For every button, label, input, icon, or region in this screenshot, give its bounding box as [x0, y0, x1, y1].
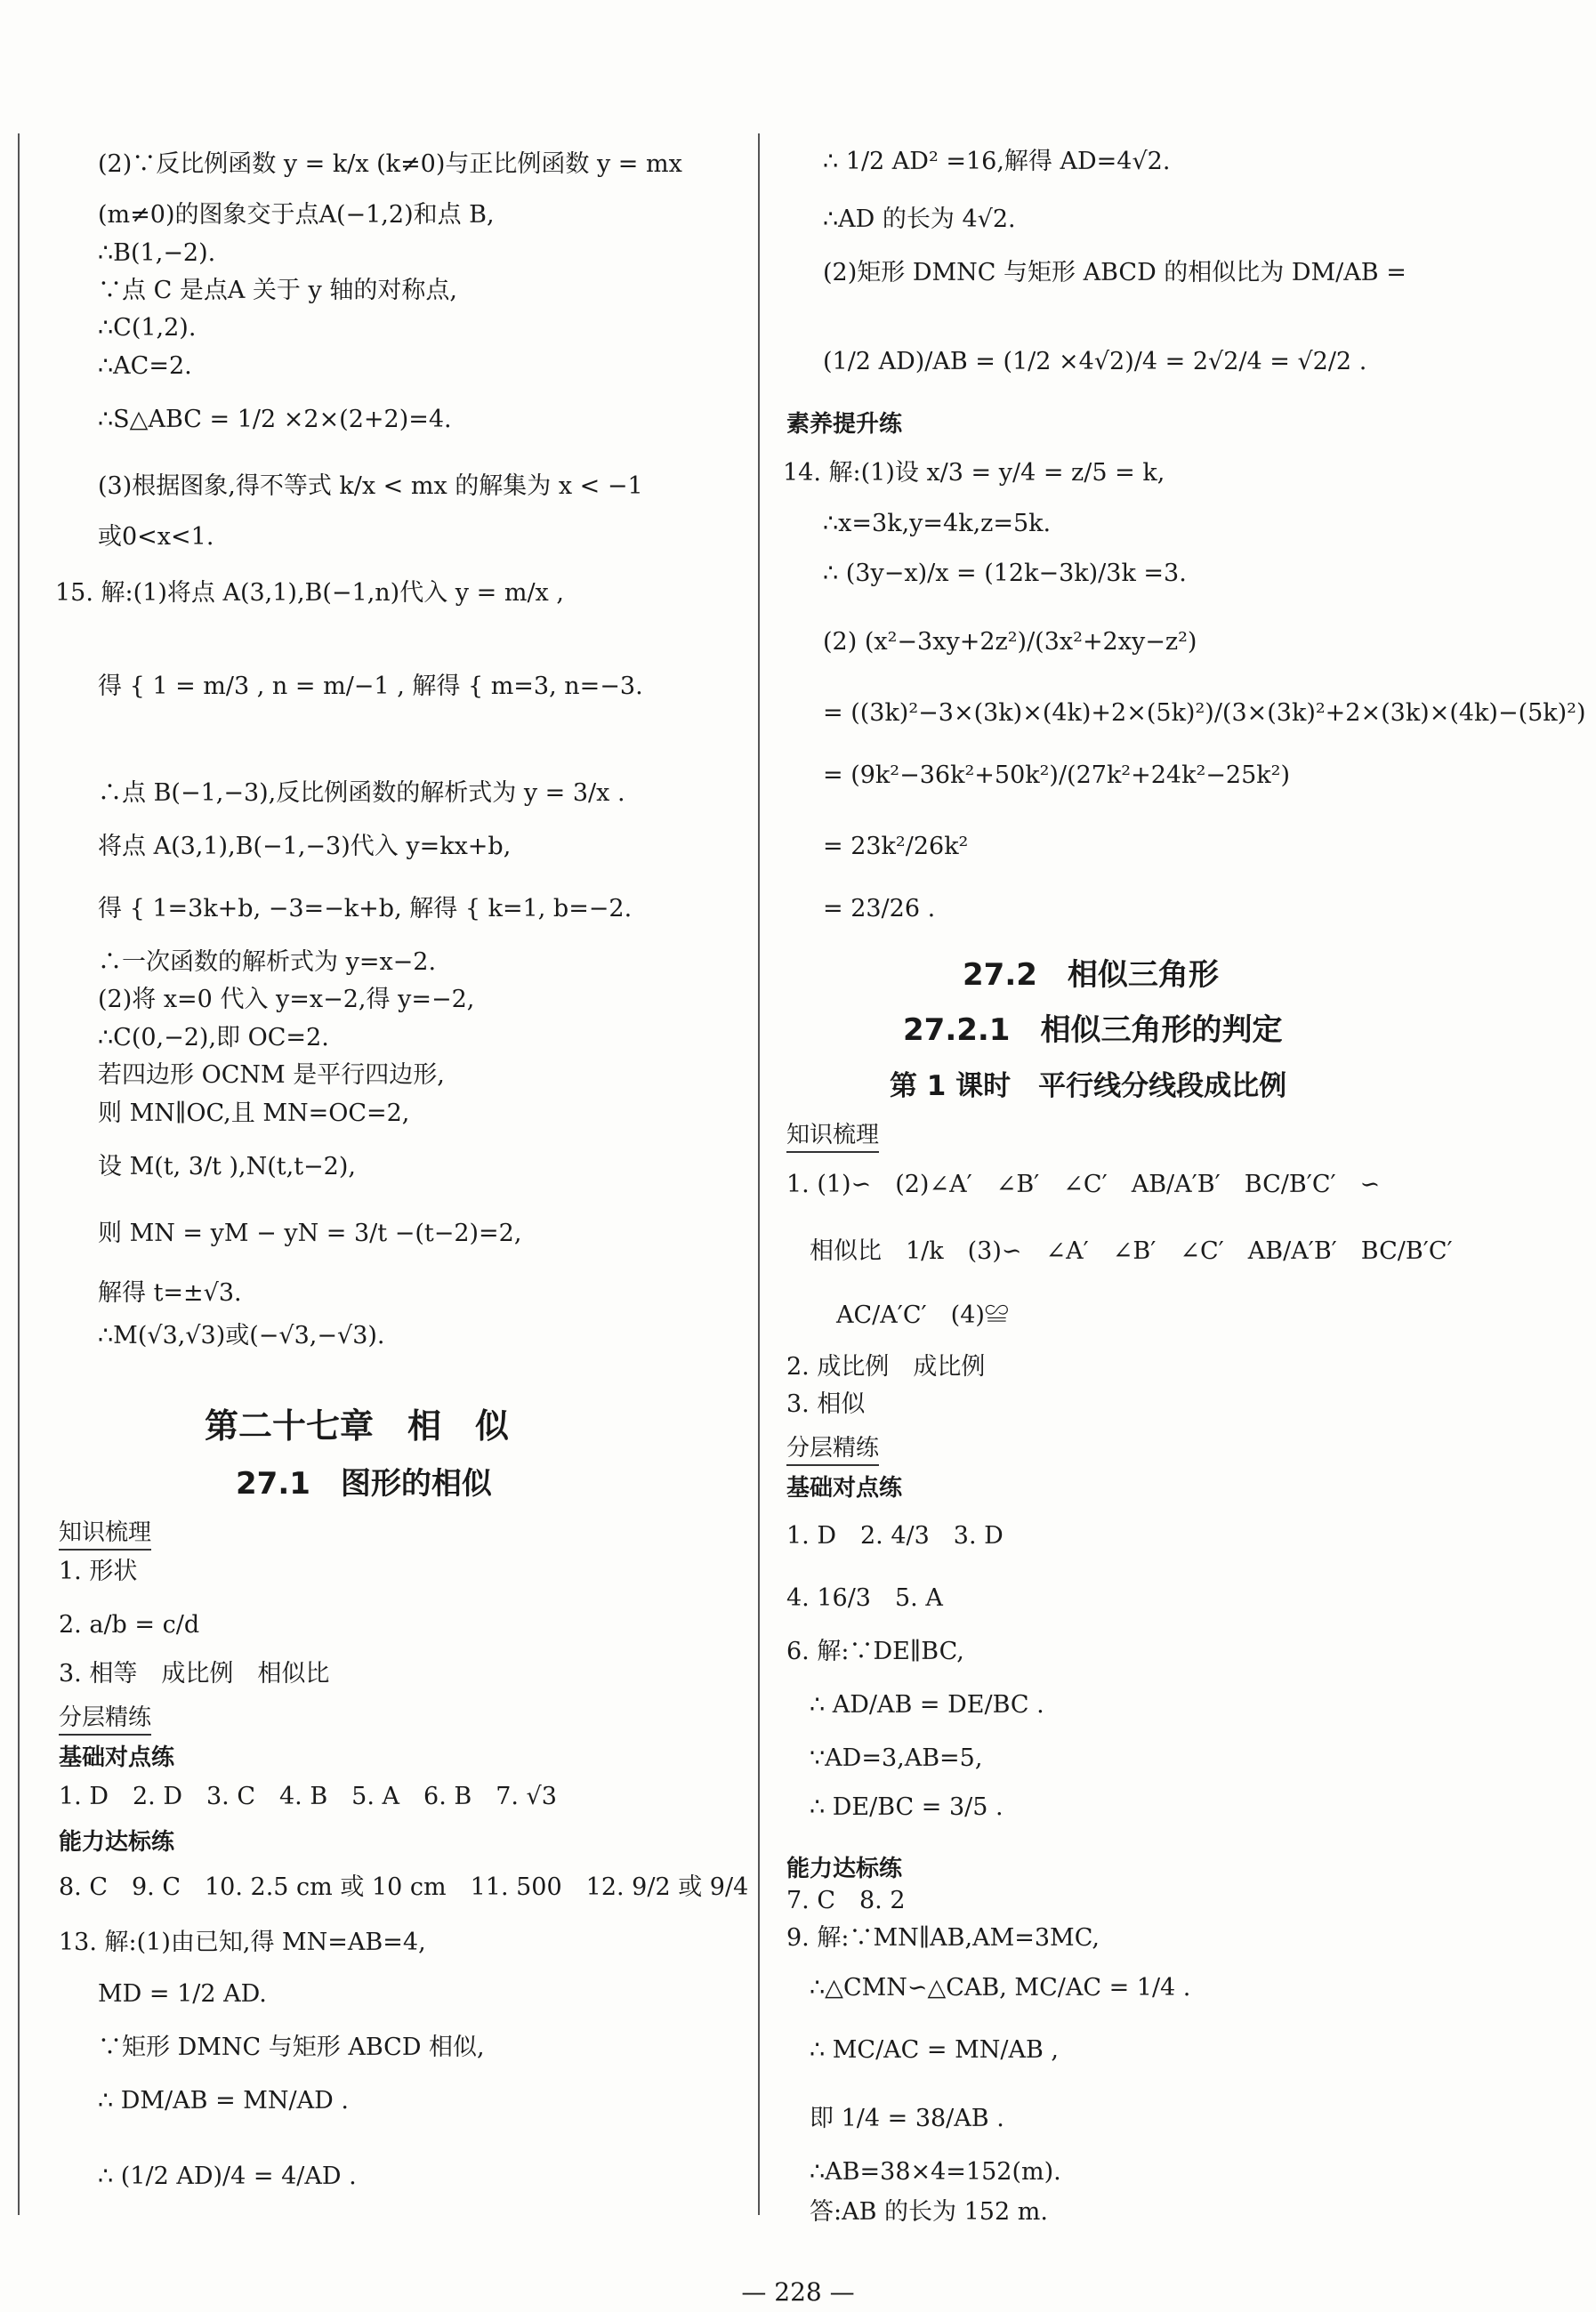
left-line: 或0<x<1.	[98, 523, 214, 551]
q13-line: MD = 1/2 AD.	[98, 1980, 267, 2008]
q14-line: ∴x=3k,y=4k,z=5k.	[823, 510, 1052, 537]
knowledge-line: 2. 成比例 成比例	[786, 1353, 986, 1381]
section-title: 27.2 相似三角形	[963, 957, 1219, 993]
practice-label: 分层精练	[59, 1699, 151, 1736]
ability-line: ∴ MC/AC = MN/AB ,	[810, 2036, 1059, 2064]
right-line: (2)矩形 DMNC 与矩形 ABCD 的相似比为 DM/AB =	[823, 259, 1407, 286]
basic-answers: 1. D 2. D 3. C 4. B 5. A 6. B 7. √3	[59, 1783, 557, 1810]
q14-line: = ((3k)²−3×(3k)×(4k)+2×(5k)²)/(3×(3k)²+2×(3k)×(4k)−(5k)²)	[823, 699, 1586, 727]
subsection-title: 27.2.1 相似三角形的判定	[903, 1012, 1283, 1048]
left-line: ∴一次函数的解析式为 y=x−2.	[98, 948, 437, 976]
ability-line: ∴AB=38×4=152(m).	[810, 2158, 1061, 2186]
section-title: 27.1 图形的相似	[236, 1466, 492, 1502]
left-line: 得 { 1 = m/3 , n = m/−1 , 解得 { m=3, n=−3.	[98, 673, 643, 700]
ability-line: 9. 解:∵MN∥AB,AM=3MC,	[786, 1924, 1100, 1952]
left-line: ∴C(1,2).	[98, 314, 197, 342]
q14-line: (2) (x²−3xy+2z²)/(3x²+2xy−z²)	[823, 628, 1197, 656]
basic-label: 基础对点练	[59, 1744, 175, 1771]
left-line: 得 { 1=3k+b, −3=−k+b, 解得 { k=1, b=−2.	[98, 895, 633, 922]
basic-line: 6. 解:∵DE∥BC,	[786, 1638, 964, 1665]
basic-line: 1. D 2. 4/3 3. D	[786, 1522, 1004, 1550]
right-line: (1/2 AD)/AB = (1/2 ×4√2)/4 = 2√2/4 = √2/2 .	[823, 348, 1367, 375]
left-line: ∴M(√3,√3)或(−√3,−√3).	[98, 1322, 385, 1349]
knowledge-line: 1. 形状	[59, 1558, 138, 1585]
knowledge-line: 3. 相似	[786, 1390, 866, 1418]
left-column	[0, 0, 749, 2215]
right-line: ∴AD 的长为 4√2.	[823, 205, 1016, 233]
q13-line: ∴ (1/2 AD)/4 = 4/AD .	[98, 2163, 357, 2190]
practice-label: 分层精练	[786, 1430, 879, 1466]
left-line: 解得 t=±√3.	[98, 1279, 242, 1307]
left-line: (2)∵反比例函数 y = k/x (k≠0)与正比例函数 y = mx	[98, 150, 682, 178]
left-line: ∵点 C 是点A 关于 y 轴的对称点,	[98, 277, 457, 304]
left-line: 15. 解:(1)将点 A(3,1),B(−1,n)代入 y = m/x ,	[55, 579, 564, 607]
q14-line: = (9k²−36k²+50k²)/(27k²+24k²−25k²)	[823, 761, 1290, 789]
q13-line: 13. 解:(1)由已知,得 MN=AB=4,	[59, 1929, 426, 1956]
column-divider-rule	[758, 133, 760, 2215]
left-line: ∴点 B(−1,−3),反比例函数的解析式为 y = 3/x .	[98, 779, 625, 807]
basic-label: 基础对点练	[786, 1475, 903, 1502]
basic-line: ∴ DE/BC = 3/5 .	[810, 1793, 1004, 1821]
q14-line: = 23k²/26k²	[823, 833, 969, 860]
knowledge-line: 相似比 1/k (3)∽ ∠A′ ∠B′ ∠C′ AB/A′B′ BC/B′C′	[810, 1237, 1453, 1265]
ability-answers: 8. C 9. C 10. 2.5 cm 或 10 cm 11. 500 12. 9/2 或 9/4	[59, 1873, 749, 1901]
left-line: 将点 A(3,1),B(−1,−3)代入 y=kx+b,	[98, 833, 512, 860]
right-line: ∴ 1/2 AD² =16,解得 AD=4√2.	[823, 148, 1171, 175]
left-line: (3)根据图象,得不等式 k/x < mx 的解集为 x < −1	[98, 472, 643, 500]
left-line: 则 MN = yM − yN = 3/t −(t−2)=2,	[98, 1220, 522, 1247]
left-line: 若四边形 OCNM 是平行四边形,	[98, 1061, 445, 1089]
left-line: (m≠0)的图象交于点A(−1,2)和点 B,	[98, 201, 495, 229]
left-line: 设 M(t, 3/t ),N(t,t−2),	[98, 1153, 356, 1180]
knowledge-label: 知识梳理	[786, 1116, 879, 1153]
basic-line: 4. 16/3 5. A	[786, 1584, 943, 1612]
basic-line: ∵AD=3,AB=5,	[810, 1744, 983, 1772]
q14-line: = 23/26 .	[823, 895, 936, 922]
knowledge-line: AC/A′C′ (4)≌	[836, 1301, 1009, 1329]
left-line: ∴S△ABC = 1/2 ×2×(2+2)=4.	[98, 406, 452, 433]
q13-line: ∴ DM/AB = MN/AD .	[98, 2087, 349, 2115]
basic-line: ∴ AD/AB = DE/BC .	[810, 1691, 1044, 1719]
chapter-title: 第二十七章 相 似	[205, 1406, 510, 1446]
knowledge-line: 2. a/b = c/d	[59, 1611, 200, 1639]
knowledge-line: 3. 相等 成比例 相似比	[59, 1660, 330, 1688]
page-number: — 228 —	[741, 2277, 855, 2307]
lesson-title: 第 1 课时 平行线分线段成比例	[890, 1070, 1287, 1102]
ability-line: 即 1/4 = 38/AB .	[810, 2105, 1004, 2132]
ability-label: 能力达标练	[786, 1856, 903, 1882]
q14-line: ∴ (3y−x)/x = (12k−3k)/3k =3.	[823, 560, 1187, 587]
left-line: 则 MN∥OC,且 MN=OC=2,	[98, 1100, 410, 1127]
ability-line: 答:AB 的长为 152 m.	[810, 2198, 1048, 2226]
q14-line: 14. 解:(1)设 x/3 = y/4 = z/5 = k,	[783, 459, 1165, 487]
ability-label: 能力达标练	[59, 1829, 175, 1856]
improve-label: 素养提升练	[786, 411, 903, 438]
knowledge-line: 1. (1)∽ (2)∠A′ ∠B′ ∠C′ AB/A′B′ BC/B′C′ ∽	[786, 1171, 1381, 1198]
left-line: (2)将 x=0 代入 y=x−2,得 y=−2,	[98, 986, 475, 1013]
q13-line: ∵矩形 DMNC 与矩形 ABCD 相似,	[98, 2034, 485, 2061]
left-line: ∴AC=2.	[98, 352, 192, 380]
left-line: ∴C(0,−2),即 OC=2.	[98, 1024, 329, 1051]
ability-line: 7. C 8. 2	[786, 1887, 906, 1914]
knowledge-label: 知识梳理	[59, 1514, 151, 1551]
right-column	[783, 0, 1586, 2226]
left-line: ∴B(1,−2).	[98, 239, 216, 267]
ability-line: ∴△CMN∽△CAB, MC/AC = 1/4 .	[810, 1974, 1191, 2002]
